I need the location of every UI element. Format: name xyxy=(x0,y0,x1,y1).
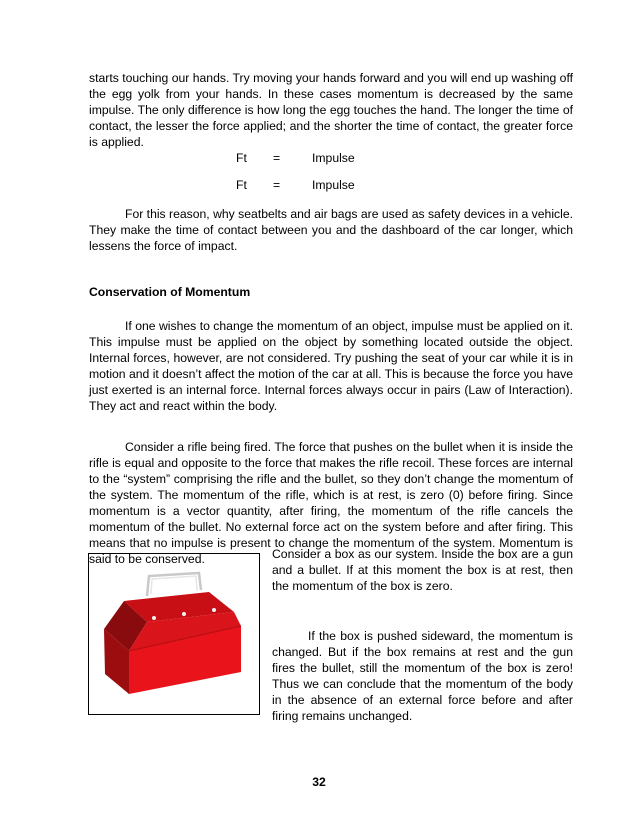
page-number: 32 xyxy=(312,775,326,789)
intro-paragraph xyxy=(89,70,573,150)
intro-text: starts touching our hands. Try moving your hands forward and you will end up washing off the egg yolk from your hands. In these cases momentum is decreased by the same impulse. The only difference is how long the egg touches the hand. The longer the time of contact, the lesser the force applied; and the shorter the time of contact, the greater force is applied. xyxy=(89,71,573,149)
equation-1 xyxy=(236,150,436,166)
box-paragraph-2 xyxy=(272,628,573,724)
impulse-paragraph xyxy=(89,318,573,414)
impulse-text: If one wishes to change the momentum of an object, impulse must be applied on it. This impulse must be applied on the object by something located outside the object. Internal forces, however, are not considered. Try pushing the seat of your car while it is in motion and it doesn’t affect the motion of the car at all. This is because the force you have just exerted is an internal force. Internal forces always occur in pairs (Law of Interaction). They act and react within the body. xyxy=(89,319,573,413)
rifle-text: Consider a rifle being fired. The force that pushes on the bullet when it is inside the rifle is equal and opposite to the force that makes the rifle recoil. These forces are internal to the “system” comprising the rifle and the bullet, so they don’t change the momentum of the system. The momentum of the rifle, which is at rest, is zero (0) before firing. Since momentum is a vector quantity, after firing, the momentum of the rifle cancels the momentum of the bullet. No external force act on the system before and after firing. This means that no impulse is present to change the momentum of the system. Momentum is said to be conserved. xyxy=(89,440,573,566)
equation-operator: = xyxy=(273,178,281,192)
toolbox-icon xyxy=(89,554,259,714)
box-text-1: Consider a box as our system. Inside the box are a gun and a bullet. If at this moment the box is at rest, then the momentum of the box is zero. xyxy=(272,547,573,593)
box-paragraph-1 xyxy=(272,546,573,594)
seatbelts-text: For this reason, why seatbelts and air bags are used as safety devices in a vehicle. They make the time of contact between you and the dashboard of the car longer, which lessens the force of impact. xyxy=(89,207,573,253)
equation-right: Impulse xyxy=(312,151,355,165)
equation-right: Impulse xyxy=(312,178,355,192)
equation-left: Ft xyxy=(236,178,247,192)
equation-left: Ft xyxy=(236,151,247,165)
equation-2 xyxy=(236,177,436,193)
seatbelts-paragraph xyxy=(89,206,573,254)
box-text-2: If the box is pushed sideward, the momentum is changed. But if the box remains at rest and the gun fires the bullet, still the momentum of the box is zero! Thus we can conclude that the momentum of the body in the absence of an external force before and after firing remains unchanged. xyxy=(272,629,573,723)
toolbox-figure xyxy=(88,553,260,715)
equation-operator: = xyxy=(273,151,281,165)
section-heading: Conservation of Momentum xyxy=(89,285,251,299)
